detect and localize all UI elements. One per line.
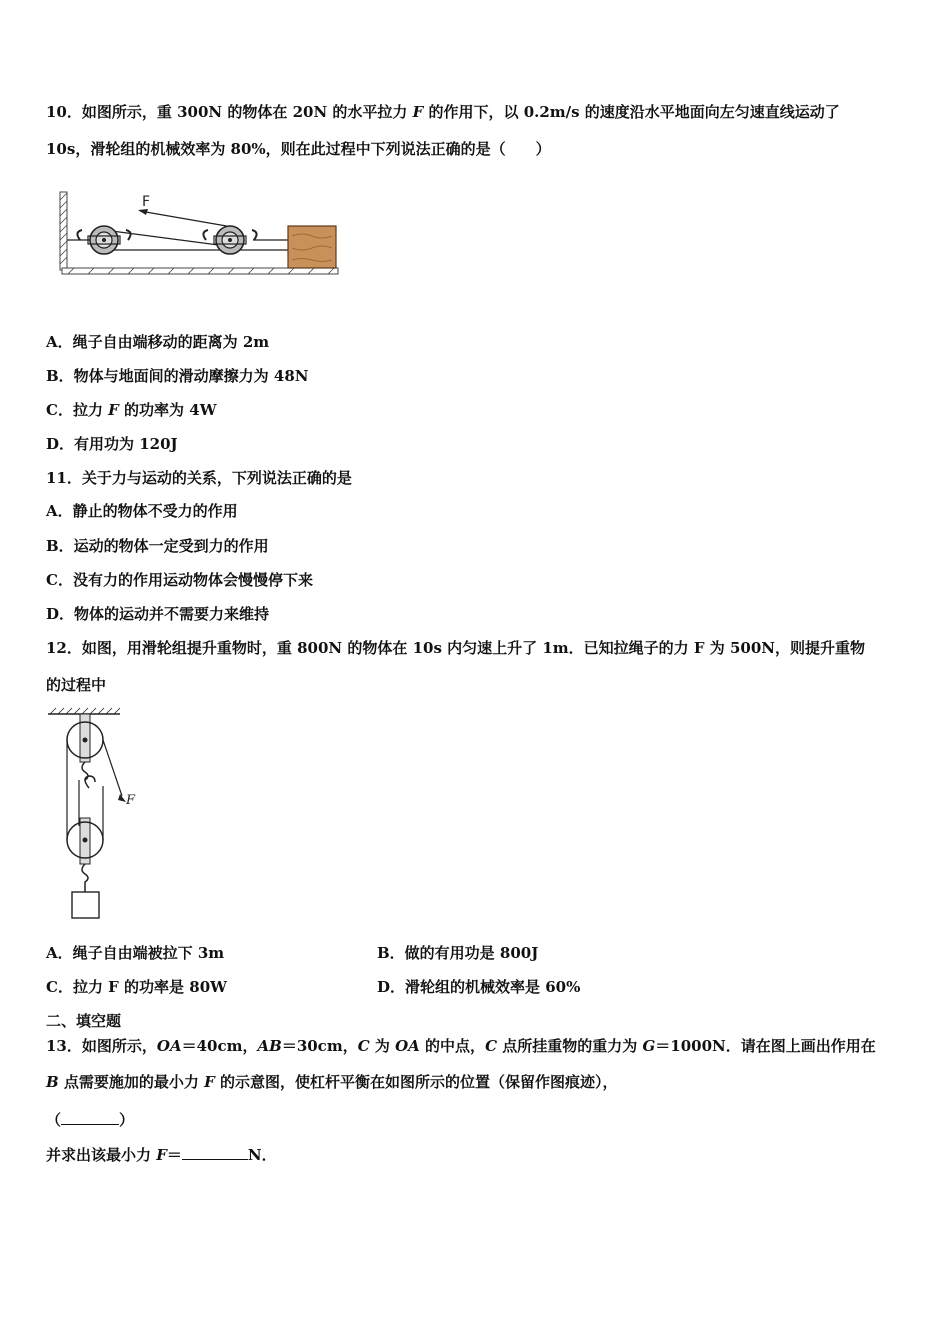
q10-option-a: A．绳子自由端移动的距离为 2m [46, 333, 270, 351]
q12-stem-line2: 的过程中 [46, 676, 107, 694]
q11-stem: 11．关于力与运动的关系，下列说法正确的是 [46, 469, 352, 487]
q10-option-c: C．拉力 F 的功率为 4W [46, 401, 217, 419]
q10-option-b: B．物体与地面间的滑动摩擦力为 48N [46, 367, 309, 385]
movable-pulley [67, 818, 103, 892]
q11-option-c: C．没有力的作用运动物体会慢慢停下来 [46, 571, 313, 589]
q12-option-d: D．滑轮组的机械效率是 60% [377, 978, 581, 996]
q10-pulley-figure [58, 188, 342, 278]
fixed-pulley [67, 714, 103, 780]
q12-option-a: A．绳子自由端被拉下 3m [46, 944, 225, 962]
section-title: 二、填空题 [46, 1012, 122, 1030]
force-answer-blank[interactable] [182, 1145, 248, 1160]
q13-stem-line1: 13．如图所示，OA＝40cm，AB＝30cm，C 为 OA 的中点，C 点所挂重物的重力为 G＝1000N．请在图上画出作用在 [46, 1037, 876, 1055]
q10-figure-label-f: F [142, 194, 151, 210]
q11-option-a: A．静止的物体不受力的作用 [46, 502, 238, 520]
wooden-block [288, 226, 336, 268]
q12-stem-line1: 12．如图，用滑轮组提升重物时，重 800N 的物体在 10s 内匀速上升了 1m．已知拉绳子的力 F 为 500N，则提升重物 [46, 639, 865, 657]
q12-option-b: B．做的有用功是 800J [377, 944, 539, 962]
q13-stem-line2: B 点需要施加的最小力 F 的示意图，使杠杆平衡在如图所示的位置（保留作图痕迹）， [46, 1073, 618, 1091]
q12-option-c: C．拉力 F 的功率是 80W [46, 978, 227, 996]
q10-stem-line2: 10s，滑轮组的机械效率为 80%，则在此过程中下列说法正确的是（ ） [46, 140, 551, 158]
q12-pulley-figure [44, 706, 144, 922]
q11-option-d: D．物体的运动并不需要力来维持 [46, 605, 270, 623]
q13-drawing-blank: （ ） [46, 1111, 135, 1129]
q10-stem-line1: 10．如图所示，重 300N 的物体在 20N 的水平拉力 F 的作用下，以 0.2m/s 的速度沿水平地面向左匀速直线运动了 [46, 103, 840, 121]
answer-blank[interactable] [61, 1110, 119, 1125]
q11-option-b: B．运动的物体一定受到力的作用 [46, 537, 269, 555]
q10-option-d: D．有用功为 120J [46, 435, 178, 453]
weight-box [72, 892, 99, 918]
q13-answer-line: 并求出该最小力 F＝ N． [46, 1146, 277, 1164]
q12-figure-label-f: F [126, 793, 136, 808]
